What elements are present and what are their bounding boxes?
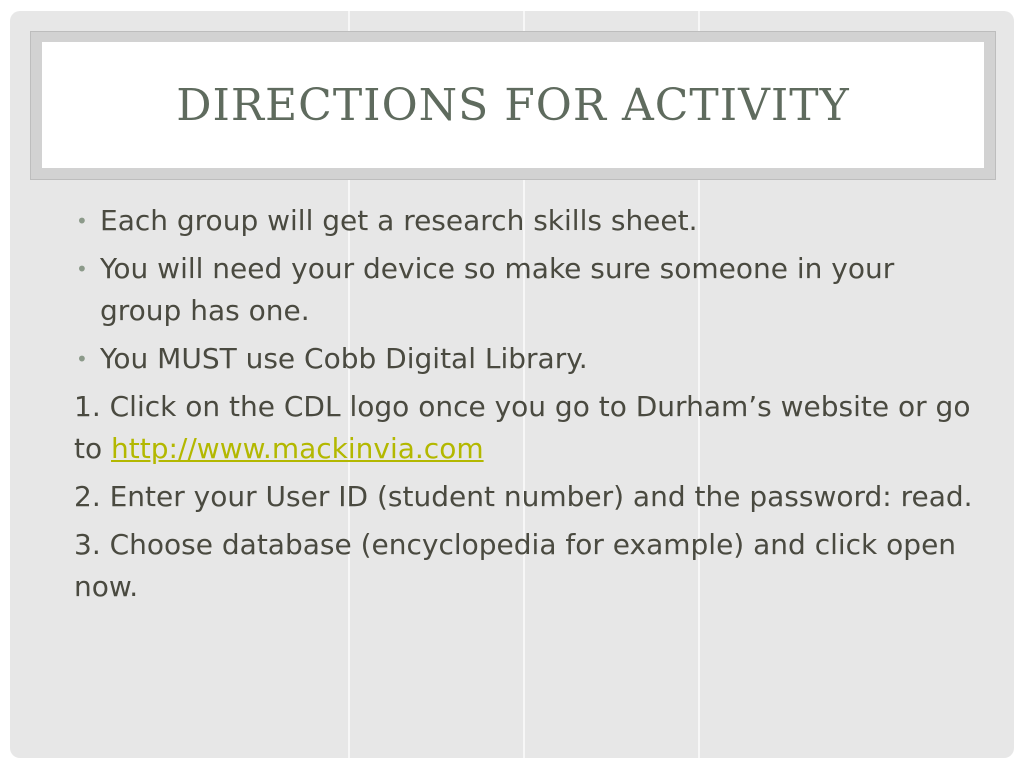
bullet-item bbox=[74, 248, 974, 332]
title-frame bbox=[30, 31, 996, 180]
bullet-list bbox=[74, 200, 974, 380]
step-3: 3. Choose database (encyclopedia for example) and click open now. bbox=[74, 528, 957, 603]
bullet-dot-icon: • bbox=[76, 209, 88, 233]
bullet-item bbox=[74, 200, 974, 242]
bullet-text: Each group will get a research skills sheet. bbox=[100, 204, 698, 237]
mackinvia-link[interactable]: http://www.mackinvia.com bbox=[111, 432, 484, 465]
slide-body bbox=[74, 200, 974, 614]
slide-title: DIRECTIONS FOR ACTIVITY bbox=[176, 79, 850, 131]
bullet-item bbox=[74, 338, 974, 380]
bullet-text: You will need your device so make sure someone in your group has one. bbox=[100, 252, 895, 327]
step-1 bbox=[74, 386, 974, 470]
bullet-dot-icon: • bbox=[76, 257, 88, 281]
step-2: 2. Enter your User ID (student number) and the password: read. bbox=[74, 480, 973, 513]
bullet-text: You MUST use Cobb Digital Library. bbox=[100, 342, 588, 375]
step-1-text: 1. Click on the CDL logo once you go to Durham’s website or go to bbox=[74, 390, 971, 465]
slide bbox=[10, 11, 1014, 758]
bullet-dot-icon: • bbox=[76, 347, 88, 371]
title-box bbox=[42, 42, 984, 168]
